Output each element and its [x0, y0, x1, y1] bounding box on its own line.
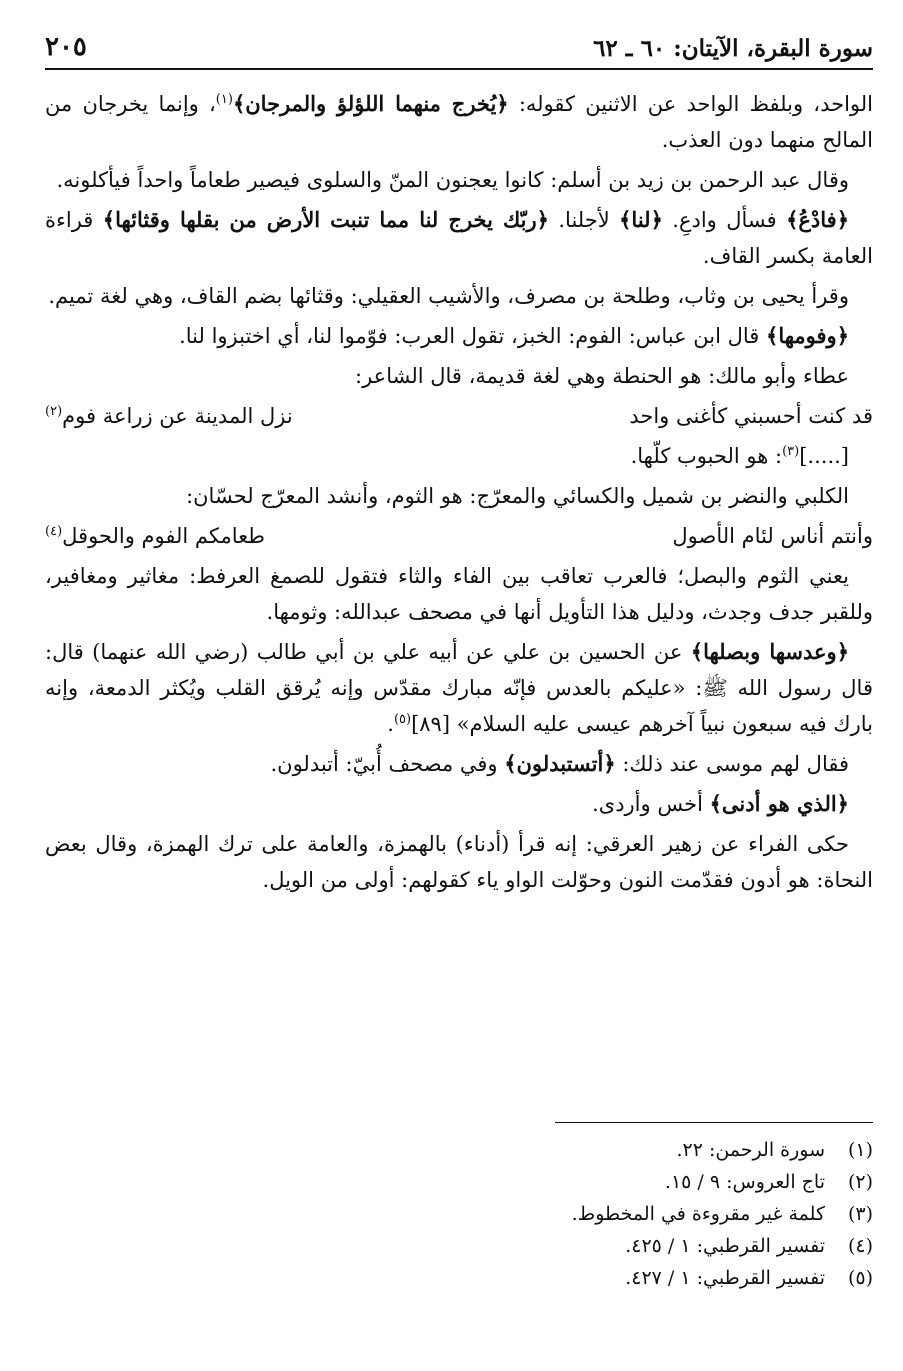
footnote-ref: (٢) — [45, 404, 63, 419]
footnote-ref: (٣) — [782, 444, 800, 459]
footnote — [45, 1198, 873, 1230]
footnotes — [45, 1134, 873, 1294]
paragraph: ﴿وفومها﴾ قال ابن عباس: الفوم: الخبز، تقول العرب: فوّموا لنا، أي اختبزوا لنا. — [179, 323, 849, 348]
footnote-text: تفسير القرطبي: ١ / ٤٢٧. — [625, 1267, 825, 1289]
paragraph: حكى الفراء عن زهير العرقي: إنه قرأ (أدناء) بالهمزة، والعامة على ترك الهمزة، وقال بعض النحاة: هو أدون فقدّمت النون وحوّلت الواو ياء كقولهم: أولى من الويل. — [45, 832, 873, 892]
quran-quote: ﴿أتستبدلون﴾ — [504, 751, 616, 776]
quran-quote: ﴿ربّك يخرج لنا مما تنبت الأرض من بقلها وقثائها﴾ — [102, 207, 549, 232]
quran-quote: ﴿وفومها﴾ — [766, 323, 849, 348]
paragraph: فقال لهم موسى عند ذلك: ﴿أتستبدلون﴾ وفي مصحف أُبيّ: أتبدلون. — [270, 751, 849, 776]
footnote — [45, 1134, 873, 1166]
poetry-verse — [45, 398, 873, 434]
footnote-number: (٢) — [847, 1171, 873, 1193]
paragraph: عطاء وأبو مالك: هو الحنطة وهي لغة قديمة، قال الشاعر: — [355, 364, 849, 388]
footnote — [45, 1262, 873, 1294]
paragraph: وقال عبد الرحمن بن زيد بن أسلم: كانوا يعجنون المنّ والسلوى فيصير طعاماً واحداً فيأكلونه. — [56, 168, 849, 192]
quran-quote: ﴿الذي هو أدنى﴾ — [709, 791, 849, 816]
footnote-number: (٥) — [847, 1267, 873, 1289]
page-number: ٢٠٥ — [45, 32, 87, 62]
verse-hemistich-first: قد كنت أحسبني كأغنى واحد — [629, 404, 873, 428]
footnote — [45, 1230, 873, 1262]
quran-quote: ﴿لنا﴾ — [619, 207, 663, 232]
verse-hemistich-second: طعامكم الفوم والحوقل$^{(٤)}$ — [45, 524, 265, 548]
running-header — [45, 30, 873, 70]
paragraph: الواحد، وبلفظ الواحد عن الاثنين كقوله: ﴿يُخرج منهما اللؤلؤ والمرجان﴾$^{(١)}$، وإنما يخرجان من المالح منهما دون العذب. — [45, 91, 874, 152]
paragraph: ﴿وعدسها وبصلها﴾ عن الحسين بن علي عن أبيه علي بن أبي طالب (رضي الله عنهما) قال: قال رسول الله ﷺ: «عليكم بالعدس فإنّه مبارك مقدّس وإنه يُرقق القلب ويُكثر الدمعة، وإنه بارك فيه سبعون نبياً آخرهم عيسى عليه السلام» [٨٩]$^{(٥)}$. — [45, 639, 873, 736]
poetry-verse — [45, 518, 873, 554]
verse-hemistich-second: نزل المدينة عن زراعة فوم$^{(٢)}$ — [45, 404, 293, 428]
quran-quote: ﴿يُخرج منهما اللؤلؤ والمرجان﴾ — [232, 91, 509, 116]
paragraph: ﴿فادْعُ﴾ فسأل وادعِ. ﴿لنا﴾ لأجلنا. ﴿ربّك يخرج لنا مما تنبت الأرض من بقلها وقثائها﴾ قراءة العامة بكسر القاف. — [45, 207, 873, 268]
footnote-divider — [555, 1122, 873, 1123]
surah-title: سورة البقرة، الآيتان: ٦٠ ـ ٦٢ — [593, 35, 873, 62]
footnote-ref: (٤) — [45, 524, 63, 539]
paragraph: الكلبي والنضر بن شميل والكسائي والمعرّج: هو الثوم، وأنشد المعرّج لحسّان: — [186, 484, 849, 508]
footnote — [45, 1166, 873, 1198]
paragraph: يعني الثوم والبصل؛ فالعرب تعاقب بين الفاء والثاء فتقول للصمغ العرفط: مغاثير ومغافير، وللقبر جدف وجدث، ودليل هذا التأويل أنها في مصحف عبدالله: وثومها. — [45, 564, 873, 624]
paragraph: وقرأ يحيى بن وثاب، وطلحة بن مصرف، والأشيب العقيلي: وقثائها بضم القاف، وهي لغة تميم. — [48, 284, 849, 308]
footnote-number: (٣) — [847, 1203, 873, 1225]
quran-quote: ﴿فادْعُ﴾ — [786, 207, 850, 232]
footnote-text: تفسير القرطبي: ١ / ٤٢٥. — [625, 1235, 825, 1257]
footnote-text: كلمة غير مقروءة في المخطوط. — [571, 1203, 825, 1225]
footnote-ref: (١) — [215, 92, 233, 107]
paragraph: [.....]$^{(٣)}$: هو الحبوب كلّها. — [630, 444, 849, 468]
verse-hemistich-first: وأنتم أناس لئام الأصول — [672, 524, 873, 548]
footnote-text: تاج العروس: ٩ / ١٥. — [664, 1171, 825, 1193]
main-text — [45, 86, 873, 902]
footnote-number: (٤) — [847, 1235, 873, 1257]
quran-quote: ﴿وعدسها وبصلها﴾ — [690, 639, 849, 664]
footnote-text: سورة الرحمن: ٢٢. — [676, 1139, 825, 1161]
footnote-ref: (٥) — [393, 712, 412, 727]
footnote-number: (١) — [847, 1139, 873, 1161]
paragraph: ﴿الذي هو أدنى﴾ أخس وأردى. — [592, 791, 849, 816]
